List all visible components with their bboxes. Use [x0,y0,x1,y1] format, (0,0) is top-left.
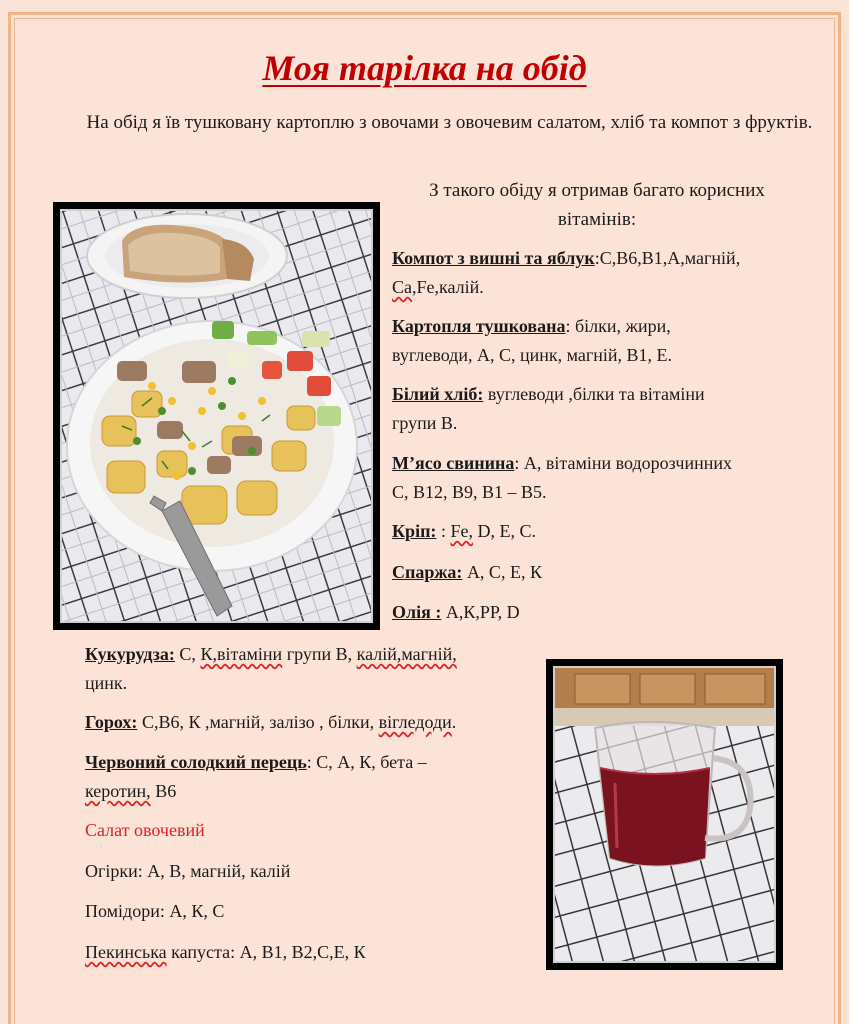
item-kartoplia: Картопля тушкована: білки, жири, вуглеводи, А, С, цинк, магній, В1, Е. [392,316,673,365]
item-kompot: Компот з вишні та яблук:С,В6,В1,А,магній, Са,Fe,калій. [392,248,741,297]
salad-heading: Салат овочевий [85,820,205,840]
item-oliia: Олія : А,К,РР, D [392,602,520,622]
item-khlib: Білий хліб: вуглеводи ,білки та вітаміни групи В. [392,384,705,433]
item-kompot-name: Компот з вишні та яблук [392,248,595,268]
item-krip: Кріп: : Fe, D, E, C. [392,521,536,541]
compote-image [555,668,774,961]
plate-image [62,211,371,621]
item-kapusta: Пекинська капуста: А, В1, В2,С,Е, К [85,942,366,962]
item-ohirky: Огірки: А, В, магній, калій [85,861,291,881]
page-title: Моя тарілка на обід [262,48,587,88]
vitamins-intro: З такого обіду я отримав багато корисних вітамінів: [429,180,765,230]
item-pomidory: Помідори: А, К, С [85,901,225,921]
compote-glass-photo [546,659,783,970]
item-miaso: М’ясо свинина: А, вітаміни водорозчинних С, В12, В9, В1 – В5. [392,453,732,502]
item-kukurudza: Кукурудза: С, К,вітаміни групи В, калій,магній, цинк. [85,644,457,693]
item-perets: Червоний солодкий перець: С, А, К, бета – керотин, В6 [85,752,427,801]
lunch-plate-photo [53,202,380,630]
intro-paragraph: На обід я їв тушковану картоплю з овочами з овочевим салатом, хліб та компот з фруктів. [86,112,813,133]
item-horokh: Горох: С,В6, К ,магній, залізо , білки, вігледоди. [85,712,457,732]
item-sparzha: Спаржа: А, С, Е, К [392,562,542,582]
